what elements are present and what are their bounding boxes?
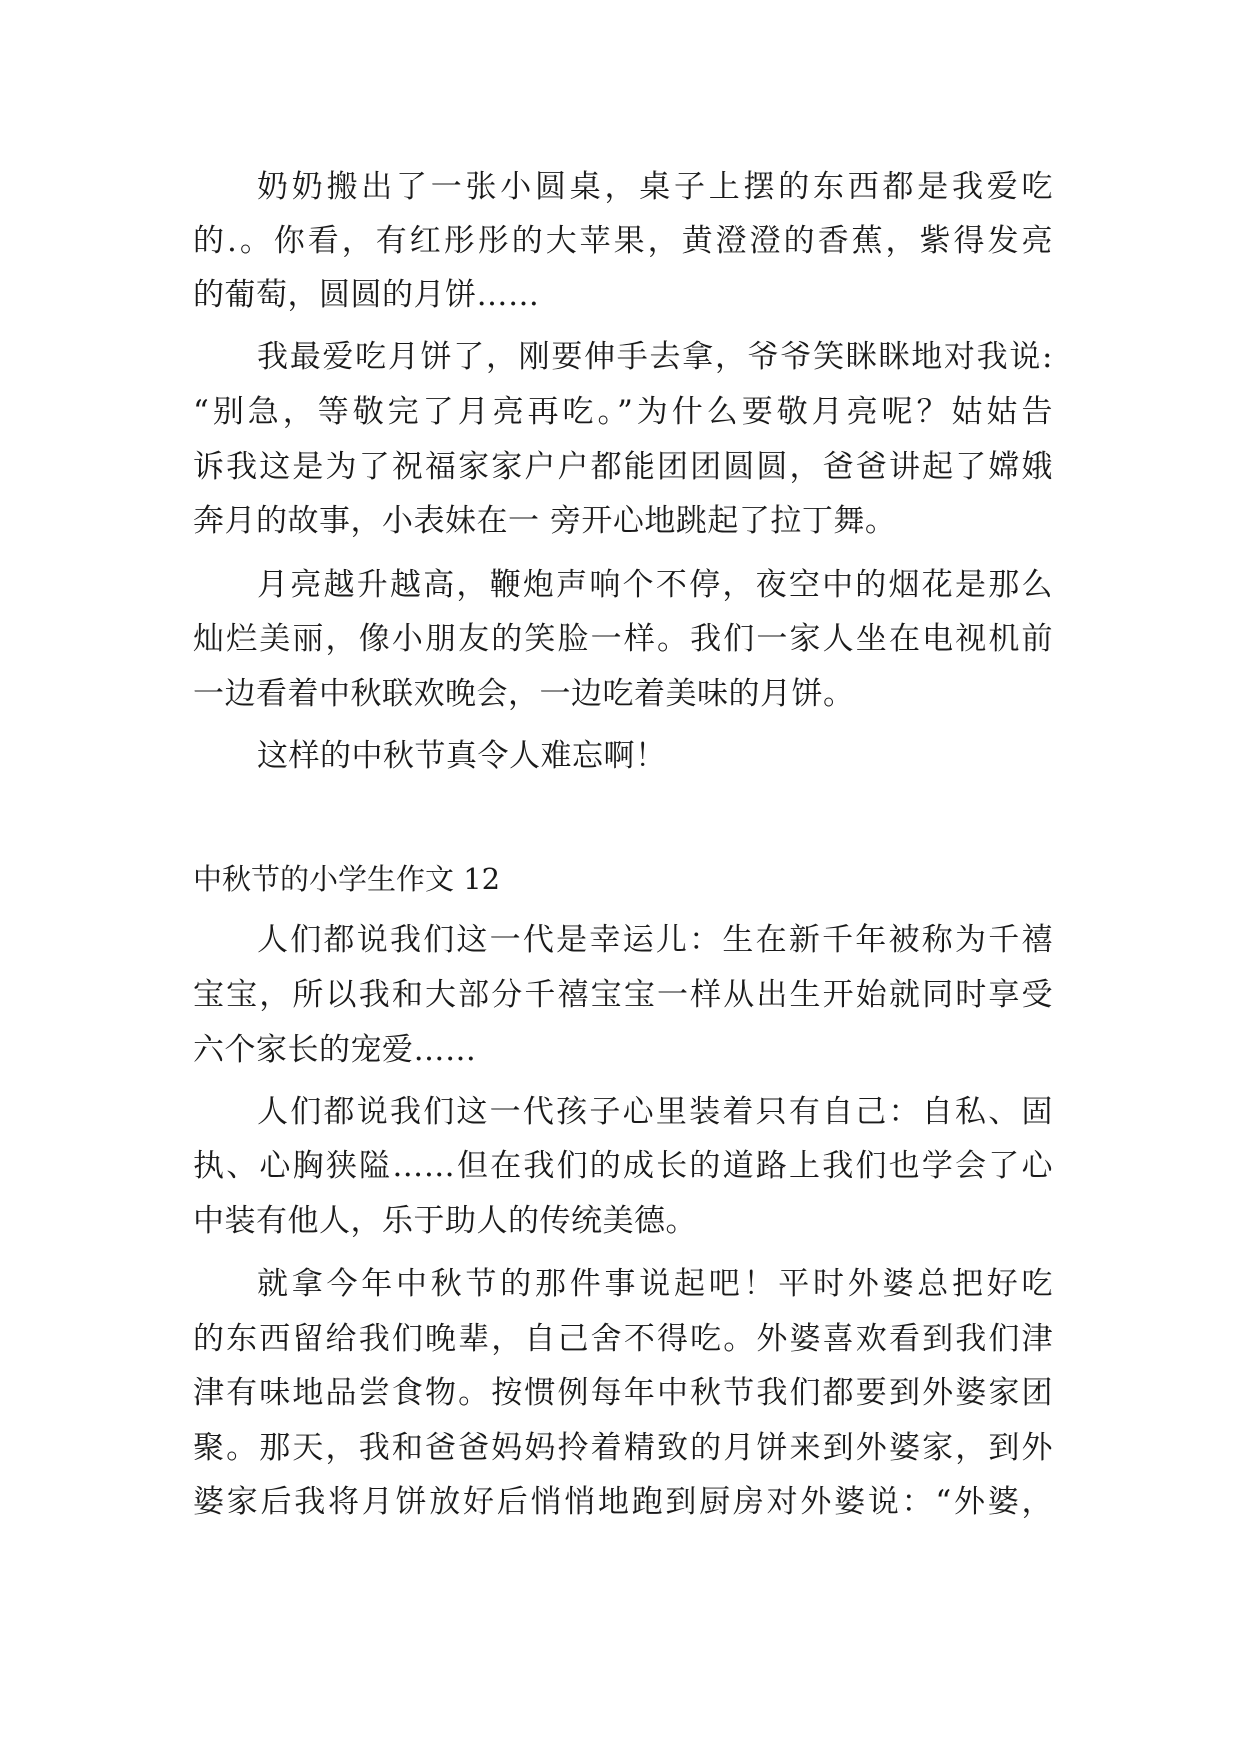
section-title: 中秋节的小学生作文 12: [193, 862, 501, 896]
text-line: 宝宝，所以我和大部分千禧宝宝一样从出生开始就同时享受: [193, 977, 1053, 1013]
text-line: 的.。你看，有红彤彤的大苹果，黄澄澄的香蕉，紫得发亮: [193, 223, 1053, 259]
text-line: 诉我这是为了祝福家家户户都能团团圆圆，爸爸讲起了嫦娥: [193, 449, 1053, 485]
text-line: 这样的中秋节真令人难忘啊！: [257, 738, 667, 774]
text-line: 六个家长的宠爱……: [193, 1032, 477, 1068]
text-line: 的东西留给我们晚辈，自己舍不得吃。外婆喜欢看到我们津: [193, 1321, 1053, 1357]
text-line: 婆家后我将月饼放好后悄悄地跑到厨房对外婆说：“外婆，: [193, 1484, 1053, 1520]
text-line: 奶奶搬出了一张小圆桌，桌子上摆的东西都是我爱吃: [257, 169, 1053, 205]
text-line: 中装有他人，乐于助人的传统美德。: [193, 1203, 697, 1239]
text-line: 人们都说我们这一代是幸运儿：生在新千年被称为千禧: [257, 922, 1053, 958]
text-line: 津有味地品尝食物。按惯例每年中秋节我们都要到外婆家团: [193, 1375, 1053, 1411]
text-line: 一边看着中秋联欢晚会，一边吃着美味的月饼。: [193, 676, 855, 712]
text-line: 的葡萄，圆圆的月饼……: [193, 277, 540, 313]
text-line: 人们都说我们这一代孩子心里装着只有自己：自私、固: [257, 1094, 1053, 1130]
text-line: 奔月的故事，小表妹在一 旁开心地跳起了拉丁舞。: [193, 503, 897, 539]
text-line: 我最爱吃月饼了，刚要伸手去拿，爷爷笑眯眯地对我说:: [257, 339, 1053, 375]
text-line: 月亮越升越高，鞭炮声响个不停，夜空中的烟花是那么: [257, 567, 1053, 603]
text-line: 就拿今年中秋节的那件事说起吧！平时外婆总把好吃: [257, 1266, 1053, 1302]
text-line: 执、心胸狭隘……但在我们的成长的道路上我们也学会了心: [193, 1148, 1053, 1184]
text-line: “别急，等敬完了月亮再吃。”为什么要敬月亮呢？姑姑告: [193, 394, 1053, 430]
text-line: 灿烂美丽，像小朋友的笑脸一样。我们一家人坐在电视机前: [193, 621, 1053, 657]
text-line: 聚。那天，我和爸爸妈妈拎着精致的月饼来到外婆家，到外: [193, 1430, 1053, 1466]
